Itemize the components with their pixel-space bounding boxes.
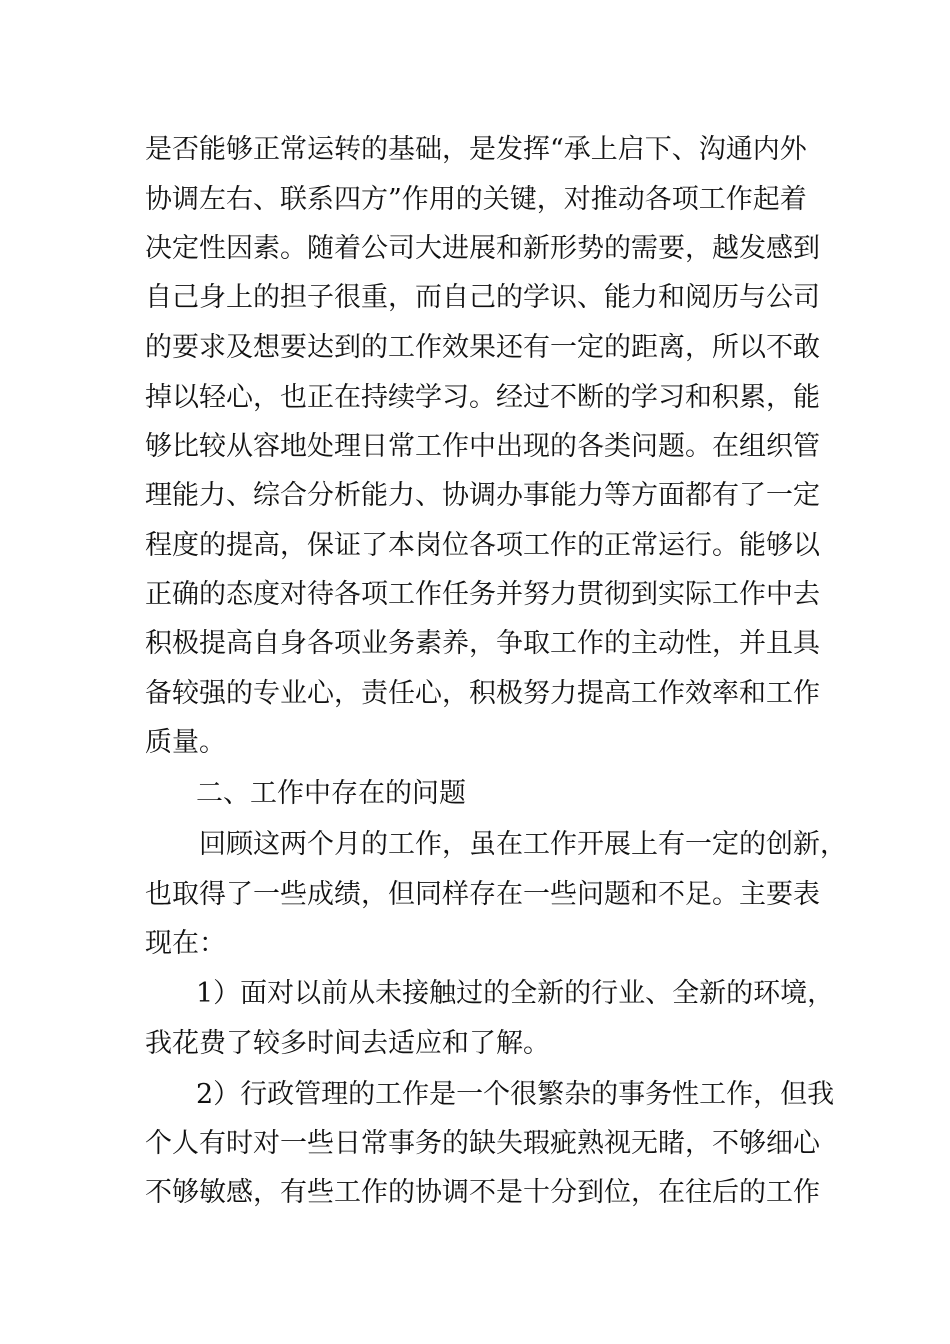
body-text-line: 备较强的专业心，责任心，积极努力提高工作效率和工作 — [145, 678, 820, 709]
body-text-line: 自己身上的担子很重，而自己的学识、能力和阅历与公司 — [145, 282, 820, 313]
body-text-line: 也取得了一些成绩，但同样存在一些问题和不足。主要表 — [145, 879, 820, 910]
list-item-line: 我花费了较多时间去适应和了解。 — [145, 1028, 550, 1059]
body-text-line: 协调左右、联系四方”作用的关键，对推动各项工作起着 — [145, 184, 807, 215]
section-heading: 二、工作中存在的问题 — [196, 778, 466, 809]
body-text-line: 够比较从容地处理日常工作中出现的各类问题。在组织管 — [145, 431, 820, 462]
body-text-line: 是否能够正常运转的基础，是发挥“承上启下、沟通内外 — [145, 134, 807, 165]
body-text-line: 程度的提高，保证了本岗位各项工作的正常运行。能够以 — [145, 530, 820, 561]
body-text-line: 的要求及想要达到的工作效果还有一定的距离，所以不敢 — [145, 332, 820, 363]
body-text-line: 积极提高自身各项业务素养，争取工作的主动性，并且具 — [145, 628, 820, 659]
list-item-line: 不够敏感，有些工作的协调不是十分到位，在往后的工作 — [145, 1177, 820, 1208]
list-item-line: 1）面对以前从未接触过的全新的行业、全新的环境， — [196, 978, 835, 1009]
body-text-line: 正确的态度对待各项工作任务并努力贯彻到实际工作中去 — [145, 579, 820, 610]
list-item-line: 2）行政管理的工作是一个很繁杂的事务性工作，但我 — [196, 1079, 835, 1110]
body-text-line: 决定性因素。随着公司大进展和新形势的需要，越发感到 — [145, 233, 820, 264]
body-text-line: 掉以轻心，也正在持续学习。经过不断的学习和积累，能 — [145, 382, 820, 413]
body-text-line: 现在： — [145, 928, 226, 959]
body-text-line: 理能力、综合分析能力、协调办事能力等方面都有了一定 — [145, 480, 820, 511]
body-text-line: 回顾这两个月的工作，虽在工作开展上有一定的创新， — [199, 829, 847, 860]
list-item-line: 个人有时对一些日常事务的缺失瑕疵熟视无睹，不够细心 — [145, 1128, 820, 1159]
body-text-line: 质量。 — [145, 727, 226, 758]
